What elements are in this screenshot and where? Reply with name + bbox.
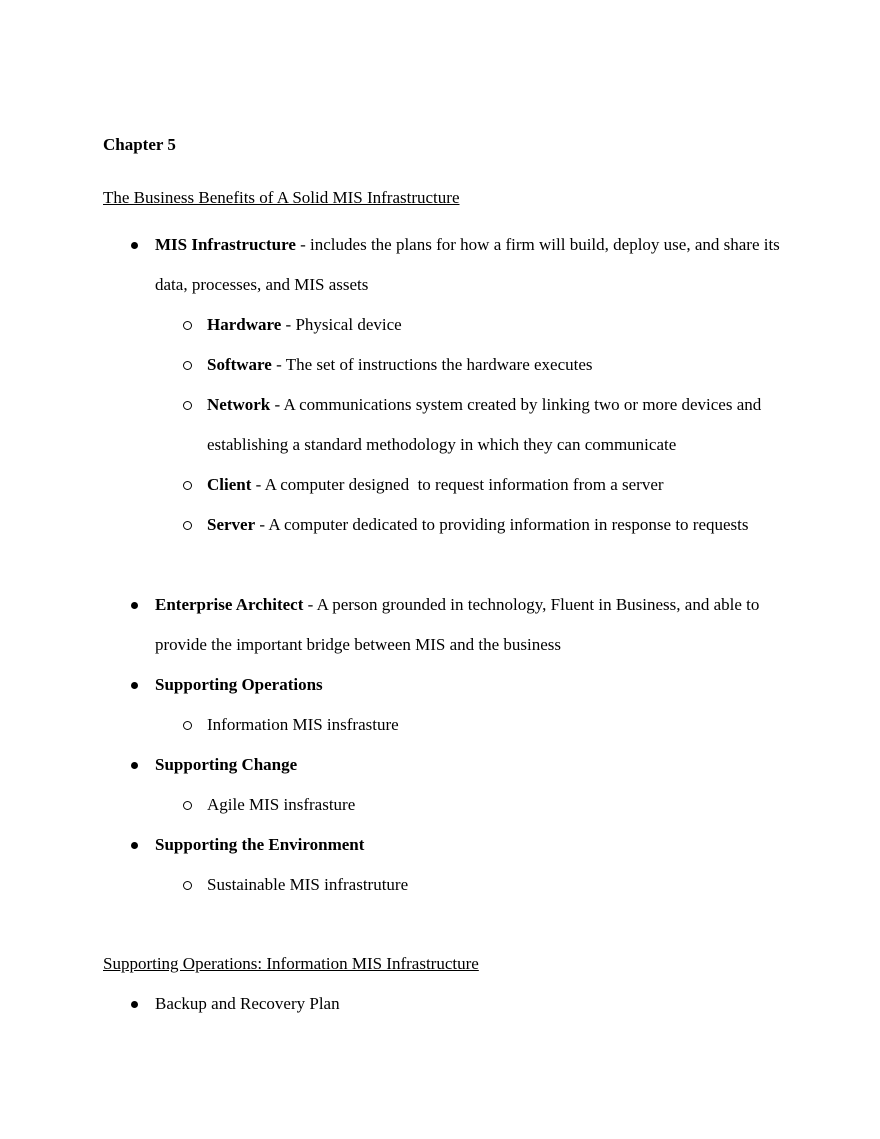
term-definition: - The set of instructions the hardware executes — [271, 355, 593, 374]
circle-bullet-icon — [183, 481, 192, 490]
term-bold: Supporting Operations — [155, 675, 323, 694]
term-definition: Backup and Recovery Plan — [155, 994, 340, 1013]
list-item-enterprise-architect — [103, 585, 788, 665]
list-item-information-mis — [103, 705, 788, 745]
list-item-mis-infrastructure — [103, 225, 788, 305]
list-item-client — [103, 465, 788, 505]
term-definition: - A computer designed to request information from a server — [251, 475, 664, 494]
list-item-hardware — [103, 305, 788, 345]
term-bold: Supporting the Environment — [155, 835, 365, 854]
list-item-network — [103, 385, 788, 465]
circle-bullet-icon — [183, 361, 192, 370]
list-item-server — [103, 505, 788, 545]
term-bold: MIS Infrastructure — [155, 235, 296, 254]
disc-bullet-icon — [131, 1001, 138, 1008]
list-item-supporting-change — [103, 745, 788, 785]
term-bold: Client — [207, 475, 252, 494]
term-definition: - Physical device — [281, 315, 402, 334]
term-bold: Supporting Change — [155, 755, 298, 774]
disc-bullet-icon — [131, 602, 138, 609]
disc-bullet-icon — [131, 762, 138, 769]
list-item-agile-mis — [103, 785, 788, 825]
disc-bullet-icon — [131, 842, 138, 849]
term-definition: Information MIS insfrasture — [207, 715, 399, 734]
list-item-supporting-environment — [103, 825, 788, 865]
list-item-backup-recovery — [103, 984, 788, 1024]
list-item-sustainable-mis — [103, 865, 788, 905]
disc-bullet-icon — [131, 242, 138, 249]
term-bold: Server — [207, 515, 256, 534]
circle-bullet-icon — [183, 801, 192, 810]
term-bold: Software — [207, 355, 272, 374]
disc-bullet-icon — [131, 682, 138, 689]
term-bold: Network — [207, 395, 271, 414]
list-item-supporting-operations — [103, 665, 788, 705]
term-definition: Sustainable MIS infrastruture — [207, 875, 409, 894]
circle-bullet-icon — [183, 721, 192, 730]
term-definition: - includes the plans for how a firm will build, deploy use, and share its data, processes, and MIS assets — [155, 235, 785, 294]
term-definition: Agile MIS insfrasture — [207, 795, 356, 814]
term-definition: - A person grounded in technology, Fluent in Business, and able to provide the important bridge between MIS and the business — [155, 595, 764, 654]
term-bold: Hardware — [207, 315, 282, 334]
circle-bullet-icon — [183, 401, 192, 410]
list-item-software — [103, 345, 788, 385]
term-definition: - A communications system created by linking two or more devices and establishing a standard methodology in which they can communicate — [207, 395, 766, 454]
circle-bullet-icon — [183, 521, 192, 530]
term-definition: - A computer dedicated to providing information in response to requests — [255, 515, 749, 534]
circle-bullet-icon — [183, 321, 192, 330]
chapter-heading: Chapter 5 — [103, 135, 176, 154]
section-heading-supporting-operations: Supporting Operations: Information MIS Infrastructure — [103, 954, 479, 973]
circle-bullet-icon — [183, 881, 192, 890]
term-bold: Enterprise Architect — [155, 595, 304, 614]
section-heading-business-benefits: The Business Benefits of A Solid MIS Infrastructure — [103, 188, 460, 207]
